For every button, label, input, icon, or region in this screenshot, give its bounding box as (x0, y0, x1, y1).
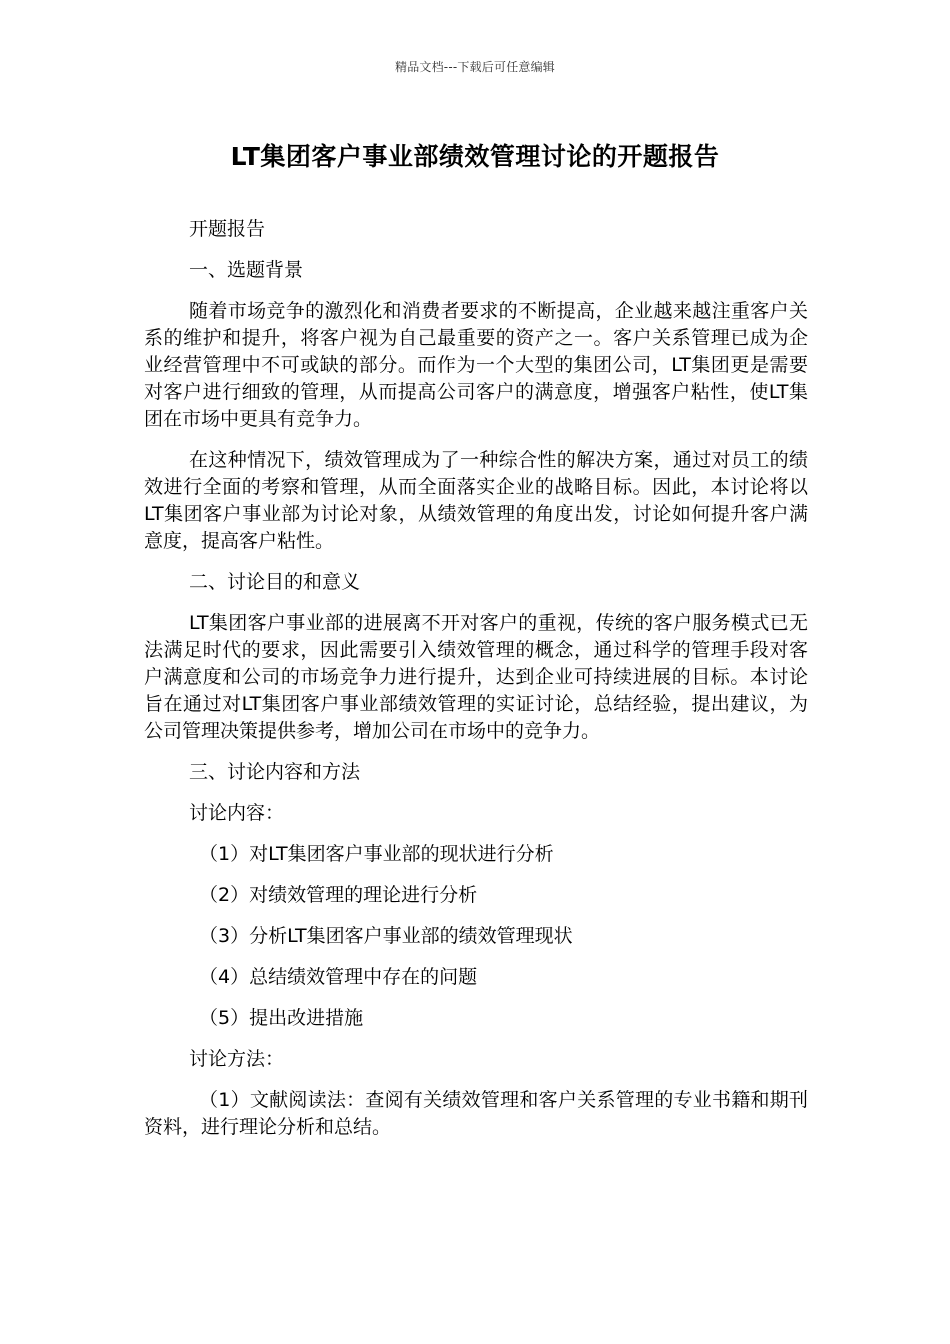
paragraph-background-2: 在这种情况下，绩效管理成为了一种综合性的解决方案，通过对员工的绩效进行全面的考察和管理，从而全面落实企业的战略目标。因此，本讨论将以LT集团客户事业部为讨论对象，从绩效管理的角度出发，讨论如何提升客户满意度，提高客户粘性。 (144, 449, 808, 552)
label-method: 讨论方法： (189, 1048, 285, 1070)
header-note: 精品文档---下载后可任意编辑 (395, 60, 555, 74)
section-label-report: 开题报告 (189, 218, 266, 240)
list-item: （4）总结绩效管理中存在的问题 (199, 966, 478, 988)
document-title: LT集团客户事业部绩效管理讨论的开题报告 (230, 142, 720, 171)
document-body (144, 216, 808, 1155)
list-item: （2）对绩效管理的理论进行分析 (199, 884, 478, 906)
heading-content-method: 三、讨论内容和方法 (189, 761, 361, 783)
list-item: （1）对LT集团客户事业部的现状进行分析 (199, 843, 554, 865)
heading-purpose: 二、讨论目的和意义 (189, 571, 361, 593)
paragraph-background-1: 随着市场竞争的激烈化和消费者要求的不断提高，企业越来越注重客户关系的维护和提升，将客户视为自己最重要的资产之一。客户关系管理已成为企业经营管理中不可或缺的部分。而作为一个大型的集团公司，LT集团更是需要对客户进行细致的管理，从而提高公司客户的满意度，增强客户粘性，使LT集团在市场中更具有竞争力。 (144, 300, 808, 430)
list-item: （1）文献阅读法：查阅有关绩效管理和客户关系管理的专业书籍和期刊资料，进行理论分析和总结。 (144, 1089, 808, 1138)
label-content: 讨论内容： (189, 802, 285, 824)
heading-background: 一、选题背景 (189, 259, 304, 281)
list-item: （5）提出改进措施 (199, 1007, 364, 1029)
paragraph-purpose: LT集团客户事业部的进展离不开对客户的重视，传统的客户服务模式已无法满足时代的要求，因此需要引入绩效管理的概念，通过科学的管理手段对客户满意度和公司的市场竞争力进行提升，达到企业可持续进展的目标。本讨论旨在通过对LT集团客户事业部绩效管理的实证讨论，总结经验，提出建议，为公司管理决策提供参考，增加公司在市场中的竞争力。 (144, 612, 808, 742)
list-item: （3）分析LT集团客户事业部的绩效管理现状 (199, 925, 573, 947)
